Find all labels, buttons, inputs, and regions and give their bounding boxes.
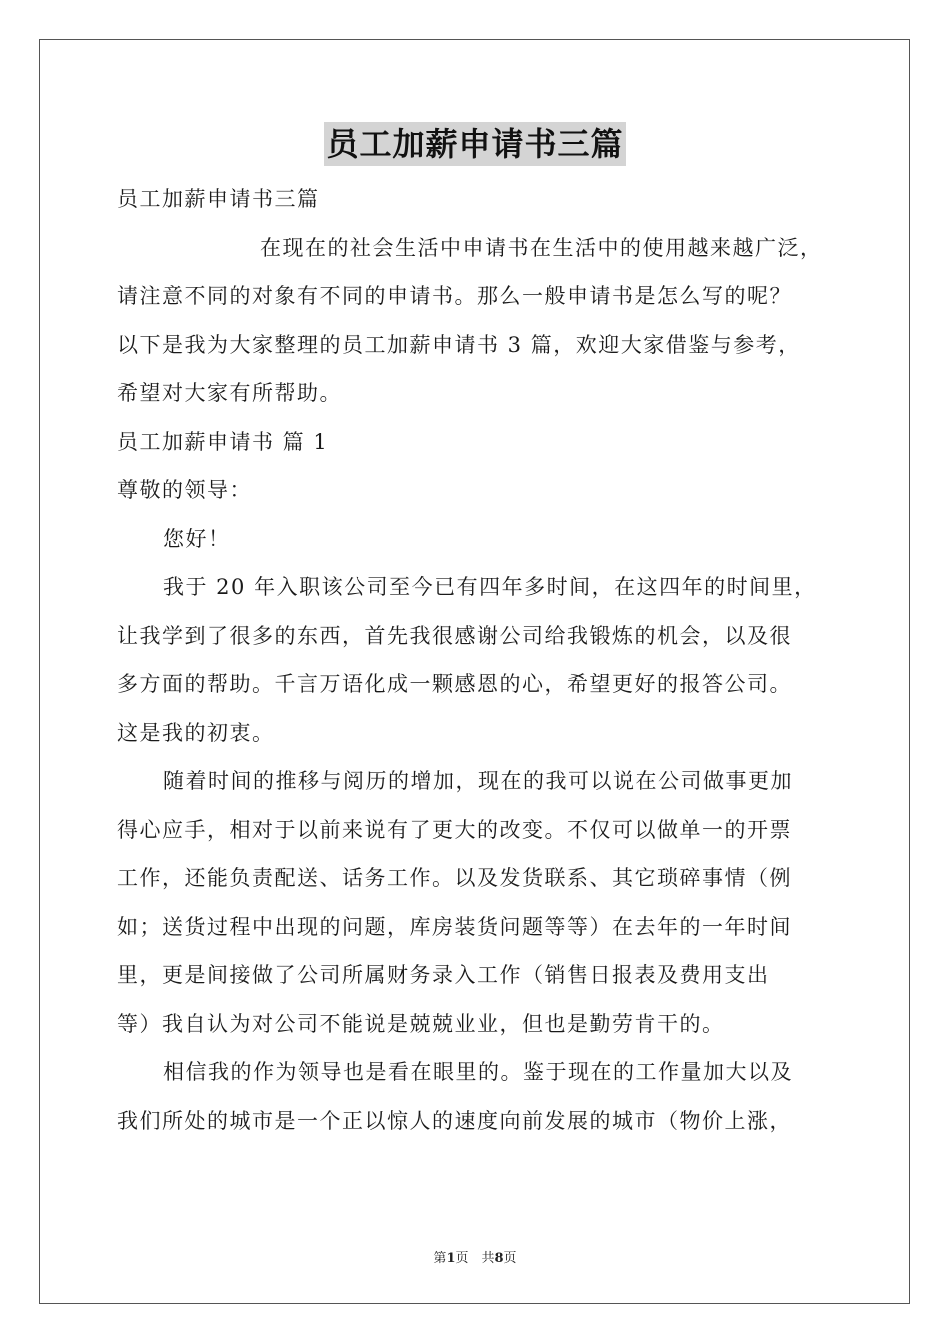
footer-suffix: 页 [503, 1251, 517, 1266]
footer-mid: 页 共 [455, 1251, 495, 1266]
paragraph-line: 相信我的作为领导也是看在眼里的。鉴于现在的工作量加大以及 [163, 1060, 793, 1084]
greeting: 您好！ [163, 526, 231, 551]
document-body [117, 175, 837, 1145]
document-title: 员工加薪申请书三篇 [324, 122, 625, 166]
paragraph-line: 让我学到了很多的东西，首先我很感谢公司给我锻炼的机会，以及很 [117, 623, 792, 648]
paragraph-line: 我们所处的城市是一个正以惊人的速度向前发展的城市（物价上涨， [117, 1108, 792, 1133]
subtitle-line: 员工加薪申请书三篇 [117, 187, 320, 211]
paragraph-line: 得心应手，相对于以前来说有了更大的改变。不仅可以做单一的开票 [117, 817, 792, 842]
section-heading: 员工加薪申请书 篇 1 [117, 429, 329, 454]
salutation: 尊敬的领导： [117, 478, 252, 502]
title-container [0, 122, 950, 166]
intro-line-1: 在现在的社会生活中申请书在生活中的使用越来越广泛， [260, 235, 823, 260]
page-total: 8 [494, 1251, 504, 1266]
paragraph-line: 我于 20 年入职该公司至今已有四年多时间，在这四年的时间里， [163, 575, 817, 599]
paragraph-line: 如；送货过程中出现的问题，库房装货问题等等）在去年的一年时间 [117, 914, 792, 939]
paragraph-line: 这是我的初衷。 [117, 720, 275, 745]
page-number: 1 [446, 1251, 456, 1266]
intro-line-3: 以下是我为大家整理的员工加薪申请书 3 篇，欢迎大家借鉴与参考， [117, 332, 801, 357]
intro-line-2: 请注意不同的对象有不同的申请书。那么一般申请书是怎么写的呢？ [117, 284, 792, 308]
paragraph-line: 多方面的帮助。千言万语化成一颗感恩的心，希望更好的报答公司。 [117, 672, 792, 696]
intro-line-4: 希望对大家有所帮助。 [117, 381, 342, 405]
paragraph-line: 随着时间的推移与阅历的增加，现在的我可以说在公司做事更加 [163, 769, 793, 793]
footer-prefix: 第 [433, 1251, 447, 1266]
paragraph-line: 里，更是间接做了公司所属财务录入工作（销售日报表及费用支出 [117, 963, 770, 987]
paragraph-line: 等）我自认为对公司不能说是兢兢业业，但也是勤劳肯干的。 [117, 1011, 725, 1036]
paragraph-line: 工作，还能负责配送、话务工作。以及发货联系、其它琐碎事情（例 [117, 866, 792, 890]
page-footer [0, 1247, 950, 1266]
